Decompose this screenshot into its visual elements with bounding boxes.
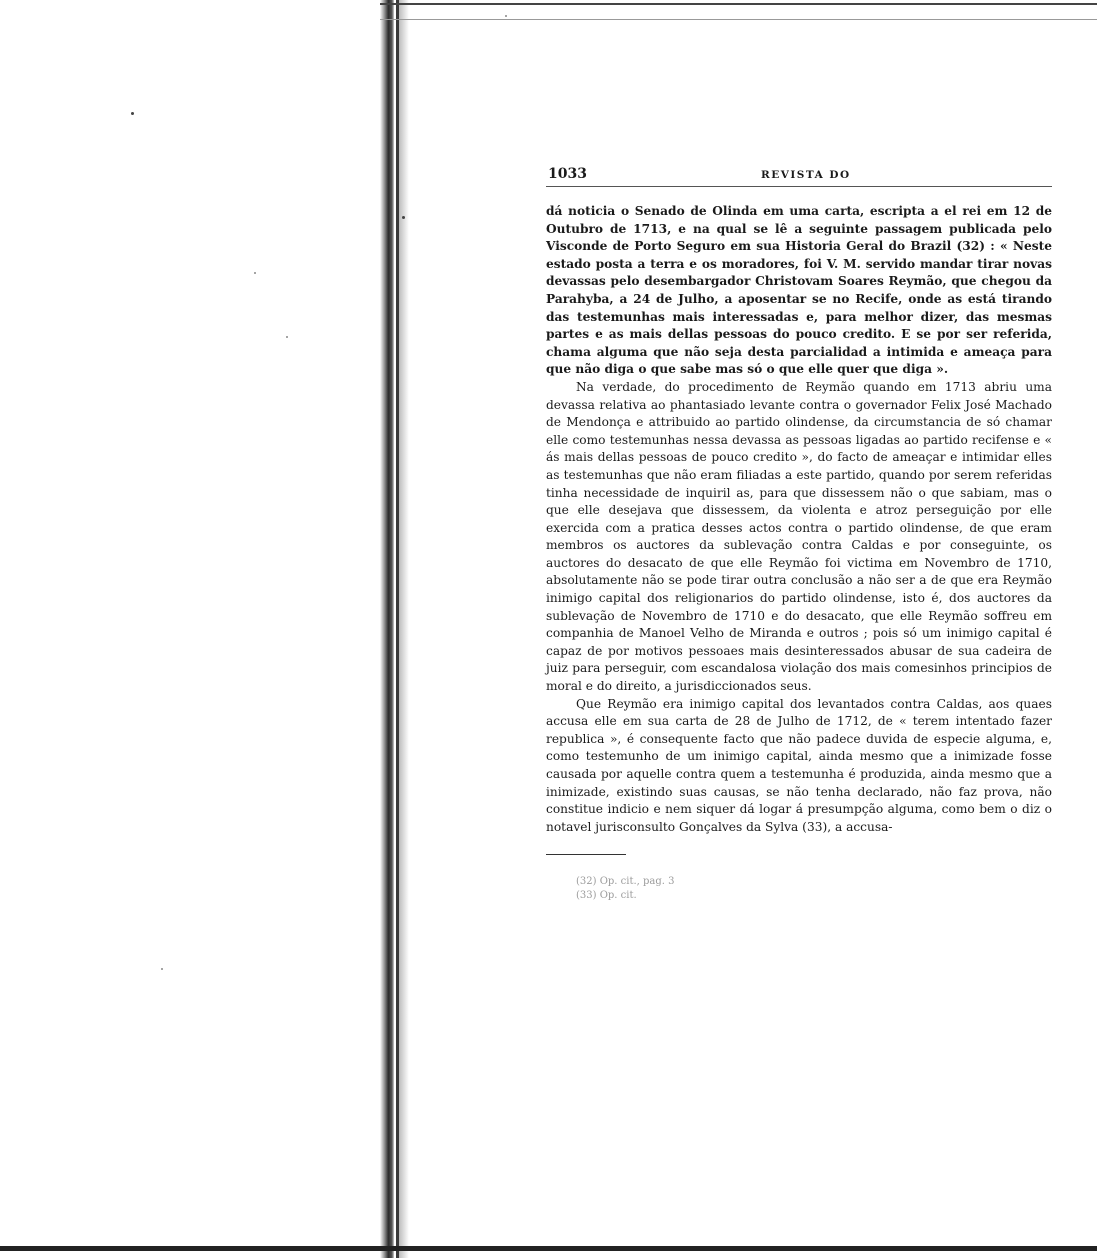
footnote-rule — [546, 854, 626, 855]
scan-speck — [131, 112, 134, 115]
paragraph-3: Que Reymão era inimigo capital dos levantados contra Caldas, aos quaes accusa elle em sua carta de 28 de Julho de 1712, de « terem intentado fazer republica », é consequente facto que não padece duvida de especie alguma, e, como testemunho de um inimigo capital, ainda mesmo que a inimizade fosse causada por aquelle contra quem a testemunha é produzida, ainda mesmo que a inimizade, existindo suas causas, se não tenha declarado, não faz prova, não constitue indicio e nem siquer dá logar á presumpção alguma, como bem o diz o notavel jurisconsulto Gonçalves da Sylva (33), a accusa- — [546, 696, 1052, 834]
book-gutter-fade — [399, 0, 409, 1258]
body-text — [546, 203, 1052, 836]
page-top-edge — [380, 3, 1097, 20]
footnote-33: (33) Op. cit. — [576, 890, 637, 902]
footnotes — [576, 875, 1052, 903]
book-gutter-shadow — [380, 0, 394, 1258]
footnote-32: (32) Op. cit., pag. 3 — [576, 876, 675, 888]
paragraph-1: dá noticia o Senado de Olinda em uma carta, escripta a el rei em 12 de Outubro de 1713, e na qual se lê a seguinte passagem publicada pelo Visconde de Porto Seguro em sua Historia Geral do Brazil (32) : « Neste estado posta a terra e os moradores, foi V. M. servido mandar tirar novas devassas pelo desembargador Christovam Soares Reymão, que chegou da Parahyba, a 24 de Julho, a aposentar se no Recife, onde as está tirando das testemunhas mais interessadas e, para melhor dizer, das mesmas partes e as mais dellas pessoas do pouco credito. E se por ser referida, chama alguma que não seja desta parcialidad a intimida e ameaça para que não diga o que sabe mas só o que elle quer que diga ». — [546, 204, 1052, 377]
paragraph-2: Na verdade, do procedimento de Reymão quando em 1713 abriu uma devassa relativa ao phantasiado levante contra o governador Felix José Machado de Mendonça e attribuido ao partido olindense, da circumstancia de só chamar elle como testemunhas nessa devassa as pessoas ligadas ao partido recifense e « ás mais dellas pessoas de pouco credito », do facto de ameaçar e intimidar elles as testemunhas que não eram filiadas a este partido, quando por serem referidas tinha necessidade de inquiril as, para que dissessem não o que sabiam, mas o que elle desejava que dissessem, da violenta e atroz perseguição por elle exercida com a pratica desses actos contra o partido olindense, de que eram membros os auctores da sublevação contra Caldas e por conseguinte, os auctores do desacato de que elle Reymão foi victima em Novembro de 1710, absolutamente não se pode tirar outra conclusão a não ser a de que era Reymão inimigo capital dos religionarios do partido olindense, isto é, dos auctores da sublevação de Novembro de 1710 e do desacato, que elle Reymão soffreu em companhia de Manoel Velho de Miranda e outros ; pois só um inimigo capital é capaz de por motivos pessoaes mais desinteressados abusar de sua cadeira de juiz para perseguir, com escandalosa violação dos mais comesinhos principios de moral e do direito, a jurisdiccionados seus. — [546, 379, 1052, 694]
running-title: REVISTA DO — [761, 169, 851, 181]
page-number: 1033 — [548, 166, 587, 182]
scan-speck — [402, 216, 405, 219]
page-bottom-edge — [0, 1246, 1097, 1251]
scan-speck — [505, 15, 507, 17]
scan-speck — [254, 272, 256, 274]
scan-speck — [286, 336, 288, 338]
scan-speck — [161, 968, 163, 970]
running-head — [546, 164, 1052, 187]
page-content — [546, 164, 1052, 903]
